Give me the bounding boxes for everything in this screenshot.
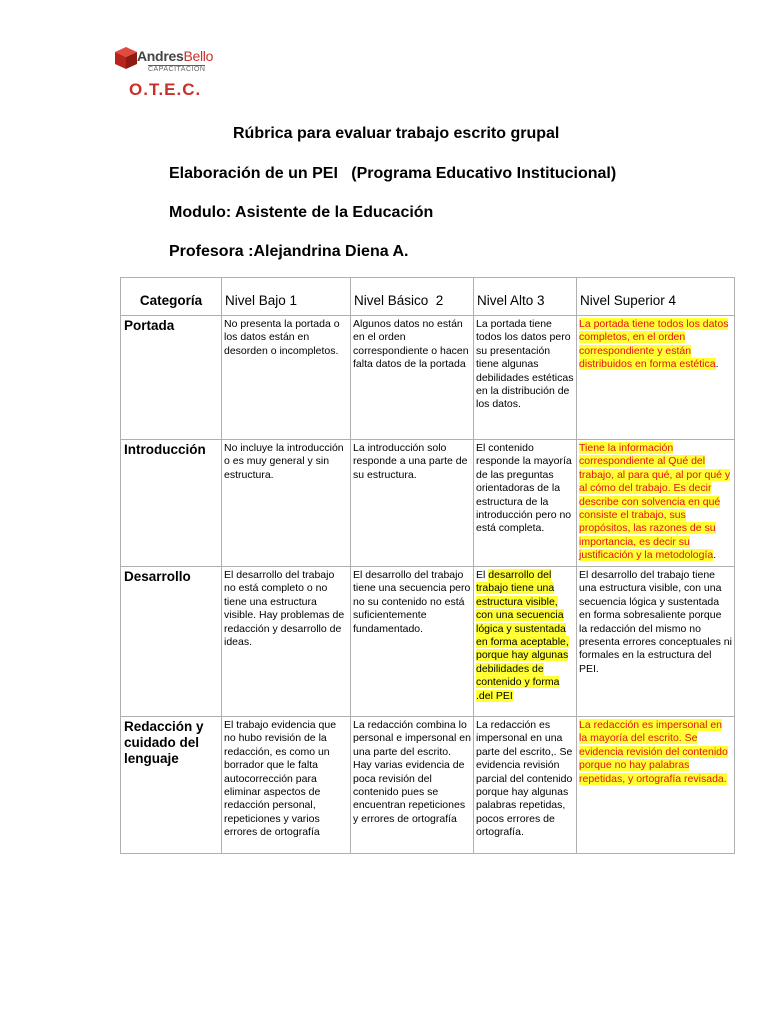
row-category: Desarrollo xyxy=(121,567,222,717)
cell-level-3: El desarrollo del trabajo tiene una estructura visible, con una secuencia lógica y sustentada en forma aceptable, porque hay algunas debilidades de contenido y forma .del PEI xyxy=(474,567,577,717)
header-level-3: Nivel Alto 3 xyxy=(474,278,577,316)
header-category: Categoría xyxy=(121,278,222,316)
cell-level-1: El desarrollo del trabajo no está completo o no tiene una estructura visible. Hay problemas de redacción y desarrollo de ideas. xyxy=(222,567,351,717)
cell-level-4: El desarrollo del trabajo tiene una estructura visible, con una secuencia lógica y sustentada en forma sobresaliente porque la redacción del mismo no presenta errores conceptuales ni formales en la estructura del PEI. xyxy=(577,567,735,717)
cell-level-2: Algunos datos no están en el orden correspondiente o hacen falta datos de la portada xyxy=(351,316,474,440)
cube-logo-icon xyxy=(114,46,138,70)
table-row xyxy=(121,440,735,567)
cell-level-2: La redacción combina lo personal e impersonal en una parte del escrito. Hay varias evidencia de poca revisión del contenido pues se encuentran repeticiones y errores de ortografía xyxy=(351,717,474,854)
cell-level-1: No presenta la portada o los datos están en desorden o incompletos. xyxy=(222,316,351,440)
cell-level-3: La portada tiene todos los datos pero su presentación tiene algunas debilidades estéticas en la distribución de los datos. xyxy=(474,316,577,440)
otec-label: O.T.E.C. xyxy=(129,80,202,99)
cell-level-3: La redacción es impersonal en una parte del escrito,. Se evidencia revisión parcial del contenido porque hay algunas palabras repetidas, pocos errores de ortografía. xyxy=(474,717,577,854)
header-level-4: Nivel Superior 4 xyxy=(577,278,735,316)
document-title: Rúbrica para evaluar trabajo escrito grupal xyxy=(233,125,560,142)
project-line: Elaboración de un PEI (Programa Educativo Institucional) xyxy=(169,165,617,182)
cell-level-2: El desarrollo del trabajo tiene una secuencia pero no su contenido no está suficientemente fundamentado. xyxy=(351,567,474,717)
cell-level-1: El trabajo evidencia que no hubo revisión de la redacción, es como un borrador que le falta autocorrección para eliminar aspectos de redacción personal, repeticiones y varios errores de ortografía xyxy=(222,717,351,854)
table-row xyxy=(121,567,735,717)
table-row xyxy=(121,717,735,854)
brand-name: AndresBello xyxy=(137,48,214,64)
highlighted-text: desarrollo del trabajo tiene una estructura visible, con una secuencia lógica y sustentada en forma aceptable, porque hay algunas debilidades de contenido y forma .del PEI xyxy=(476,569,569,702)
cell-level-4: Tiene la información correspondiente al Qué del trabajo, al para qué, al por qué y al cómo del trabajo. Es decir describe con solvencia en qué consiste el trabajo, sus propósitos, las razones de su importancia, es decir su justificación y la metodología. xyxy=(577,440,735,567)
company-logo xyxy=(114,44,224,104)
cell-level-2: La introducción solo responde a una parte de su estructura. xyxy=(351,440,474,567)
teacher-line: Profesora :Alejandrina Diena A. xyxy=(169,243,409,260)
cell-level-4: La portada tiene todos los datos completos, en el orden correspondiente y están distribuidos en forma estética. xyxy=(577,316,735,440)
brand-subtitle: CAPACITACION xyxy=(148,66,206,73)
cell-level-3: El contenido responde la mayoría de las preguntas orientadoras de la estructura de la introducción pero no está completa. xyxy=(474,440,577,567)
rubric-table xyxy=(120,277,735,854)
row-category: Redacción y cuidado del lenguaje xyxy=(121,717,222,854)
cell-level-1: No incluye la introducción o es muy general y sin estructura. xyxy=(222,440,351,567)
header-level-1: Nivel Bajo 1 xyxy=(222,278,351,316)
highlighted-text: La redacción es impersonal en la mayoría del escrito. Se evidencia revisión del contenido porque no hay palabras repetidas, y ortografía revisada. xyxy=(579,719,728,785)
cell-level-4 xyxy=(577,717,735,854)
header-level-2: Nivel Básico 2 xyxy=(351,278,474,316)
module-line: Modulo: Asistente de la Educación xyxy=(169,204,434,221)
highlighted-text: Tiene la información correspondiente al Qué del trabajo, al para qué, al por qué y al cómo del trabajo. Es decir describe con solvencia en qué consiste el trabajo, sus propósitos, las razones de su importancia, es decir su justificación y la metodología xyxy=(579,442,731,562)
row-category: Introducción xyxy=(121,440,222,567)
highlighted-text: La portada tiene todos los datos completos, en el orden correspondiente y están distribuidos en forma estética xyxy=(579,318,729,371)
table-row xyxy=(121,316,735,440)
table-header-row xyxy=(121,278,735,316)
row-category: Portada xyxy=(121,316,222,440)
